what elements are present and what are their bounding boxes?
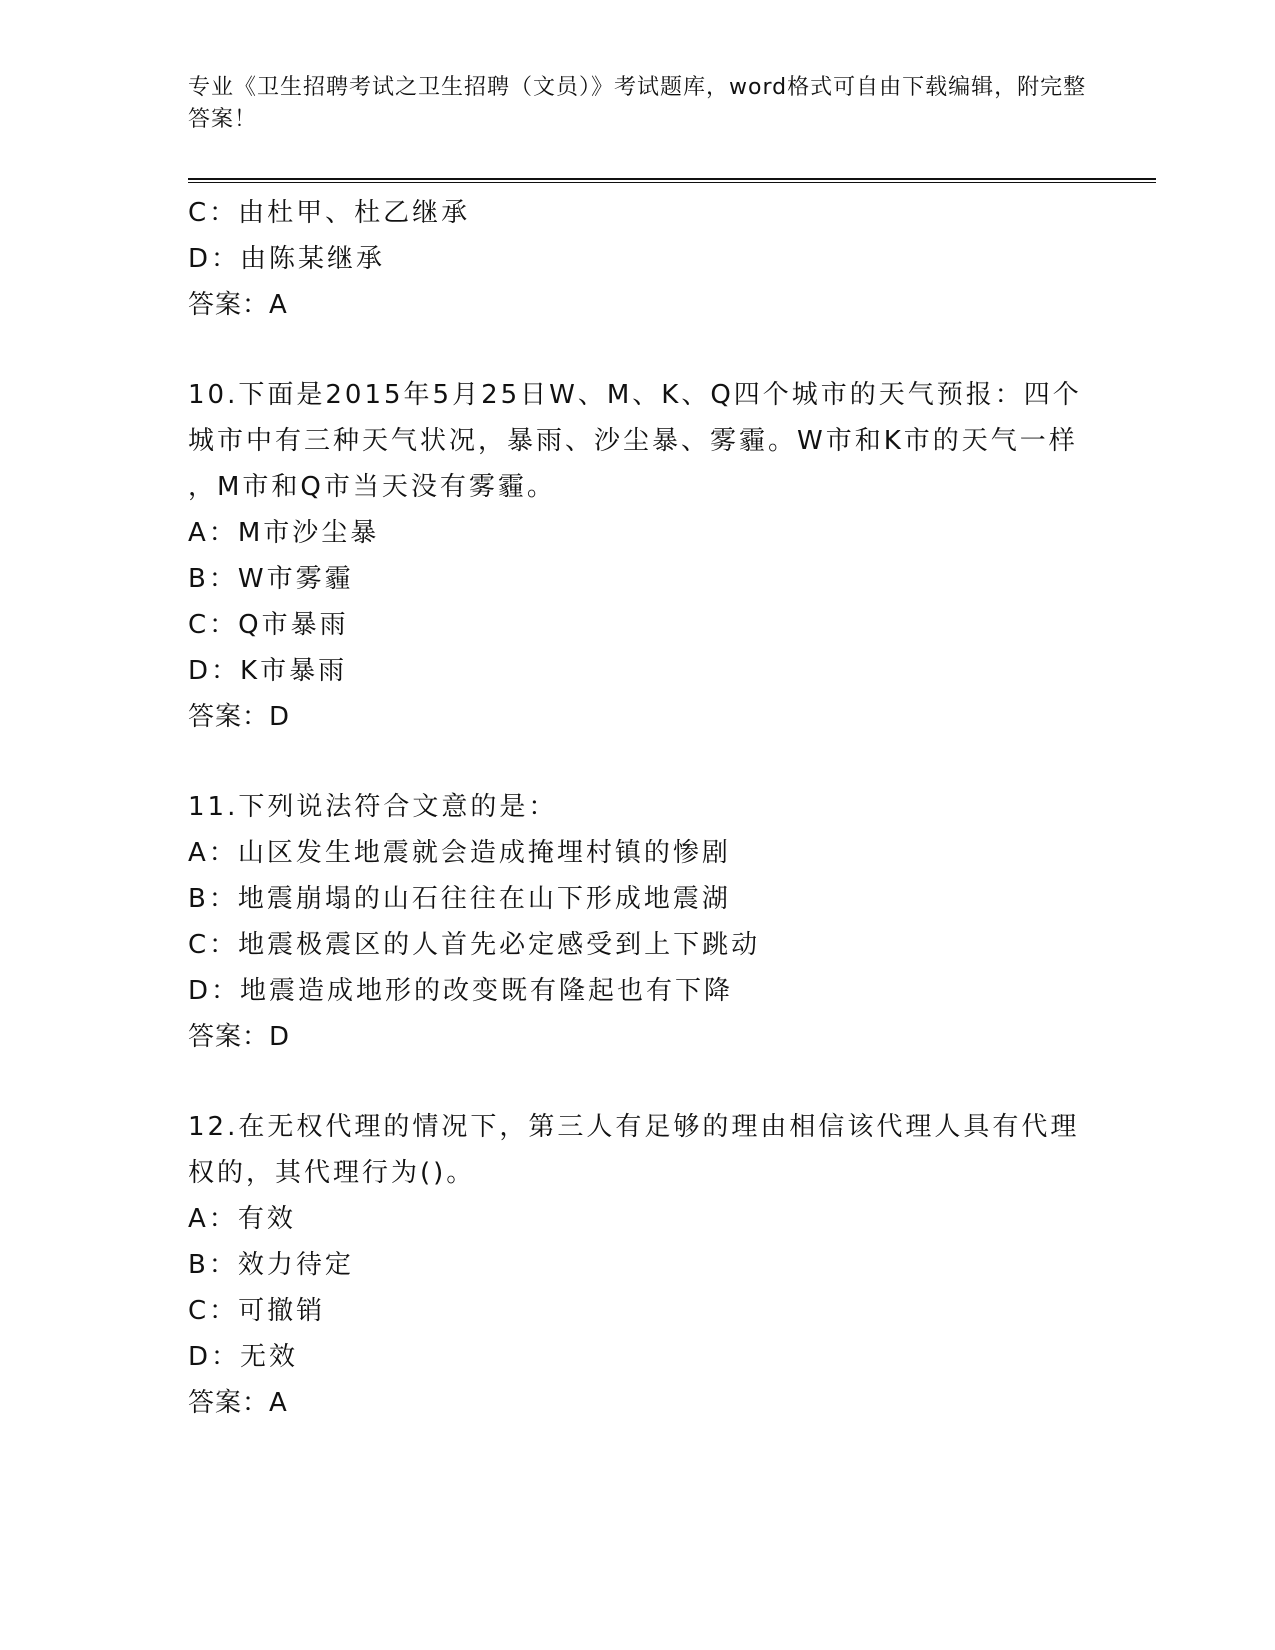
option-c: C：Q市暴雨 (188, 610, 349, 640)
question-stem: 11.下列说法符合文意的是： (188, 792, 558, 822)
document-body (188, 190, 1088, 1426)
option-c: C：可撤销 (188, 1296, 326, 1326)
question-9-continuation (188, 190, 1088, 328)
option-a: A：山区发生地震就会造成掩埋村镇的惨剧 (188, 838, 731, 868)
question-stem: 12.在无权代理的情况下，第三人有足够的理由相信该代理人具有代理 (188, 1112, 1080, 1142)
question-stem-line: 权的，其代理行为()。 (188, 1158, 476, 1188)
option-b: B：W市雾霾 (188, 564, 354, 594)
document-header: 专业《卫生招聘考试之卫生招聘（文员）》考试题库，word格式可自由下载编辑，附完整答案！ (188, 75, 1087, 132)
header-divider (188, 178, 1156, 180)
header-divider-thin (188, 182, 1156, 183)
question-stem-line: 城市中有三种天气状况，暴雨、沙尘暴、雾霾。W市和K市的天气一样 (188, 426, 1078, 456)
question-stem-line: ，M市和Q市当天没有雾霾。 (188, 472, 556, 502)
question-11 (188, 784, 1088, 1060)
option-d: D：由陈某继承 (188, 244, 386, 274)
answer-line: 答案：D (188, 1022, 291, 1052)
option-c: C：地震极震区的人首先必定感受到上下跳动 (188, 930, 761, 960)
option-a: A：M市沙尘暴 (188, 518, 380, 548)
option-d: D：地震造成地形的改变既有隆起也有下降 (188, 976, 734, 1006)
option-a: A：有效 (188, 1204, 296, 1234)
answer-line: 答案：A (188, 290, 288, 320)
question-10 (188, 372, 1088, 740)
option-c: C：由杜甲、杜乙继承 (188, 198, 471, 228)
option-d: D：K市暴雨 (188, 656, 348, 686)
answer-line: 答案：D (188, 702, 291, 732)
question-12 (188, 1104, 1088, 1426)
option-d: D：无效 (188, 1342, 299, 1372)
question-stem: 10.下面是2015年5月25日W、M、K、Q四个城市的天气预报：四个 (188, 380, 1082, 410)
option-b: B：地震崩塌的山石往往在山下形成地震湖 (188, 884, 731, 914)
answer-line: 答案：A (188, 1388, 288, 1418)
option-b: B：效力待定 (188, 1250, 354, 1280)
